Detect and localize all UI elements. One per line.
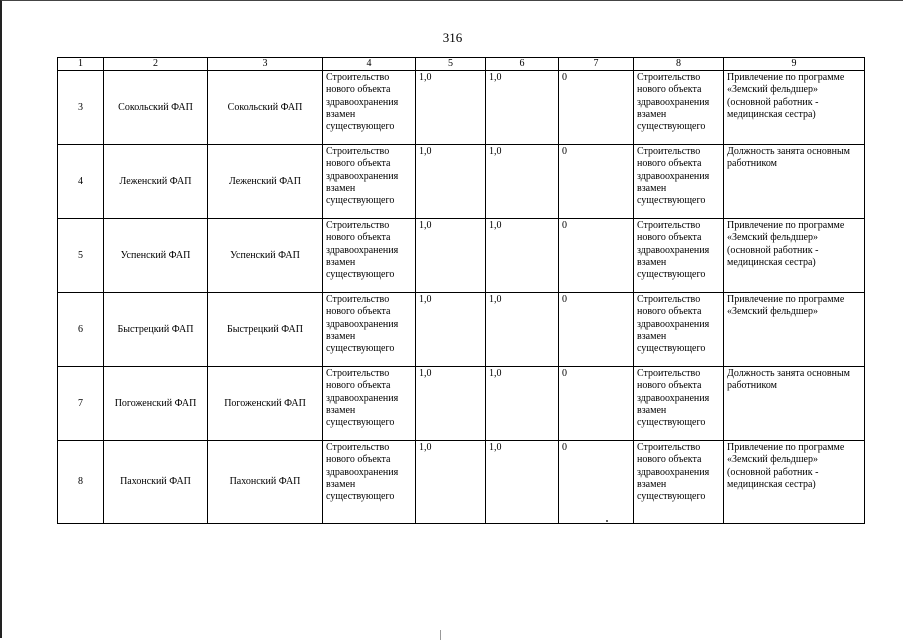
facilities-table — [57, 57, 865, 524]
value-cell: 1,0 — [486, 293, 559, 367]
page-number: 316 — [442, 30, 463, 45]
value-cell: 1,0 — [486, 71, 559, 145]
facility-name-cell: Быстрецкий ФАП — [208, 293, 323, 367]
activity-type-cell: Строительство нового объекта здравоохранения взамен существующего — [634, 293, 724, 367]
staffing-cell: Привлечение по программе «Земский фельдшер» (основной работник - медицинская сестра) — [724, 219, 865, 293]
row-number-cell: 7 — [58, 367, 104, 441]
scan-speck — [606, 520, 608, 522]
activity-type-cell: Строительство нового объекта здравоохранения взамен существующего — [634, 367, 724, 441]
column-header: 5 — [416, 58, 486, 71]
activity-cell: Строительство нового объекта здравоохранения взамен существующего — [323, 441, 416, 524]
row-number-cell: 4 — [58, 145, 104, 219]
fold-mark — [440, 630, 441, 640]
staffing-cell: Привлечение по программе «Земский фельдшер» — [724, 293, 865, 367]
value-cell: 1,0 — [486, 219, 559, 293]
staffing-cell: Привлечение по программе «Земский фельдшер» (основной работник - медицинская сестра) — [724, 71, 865, 145]
table-row — [58, 367, 865, 441]
row-number-cell: 8 — [58, 441, 104, 524]
facility-name-cell: Успенский ФАП — [208, 219, 323, 293]
activity-cell: Строительство нового объекта здравоохранения взамен существующего — [323, 145, 416, 219]
activity-cell: Строительство нового объекта здравоохранения взамен существующего — [323, 219, 416, 293]
activity-type-cell: Строительство нового объекта здравоохранения взамен существующего — [634, 441, 724, 524]
row-number-cell: 6 — [58, 293, 104, 367]
staffing-cell: Должность занята основным работником — [724, 145, 865, 219]
value-cell: 0 — [559, 441, 634, 524]
activity-cell: Строительство нового объекта здравоохранения взамен существующего — [323, 293, 416, 367]
value-cell: 1,0 — [486, 441, 559, 524]
column-header: 3 — [208, 58, 323, 71]
value-cell: 0 — [559, 293, 634, 367]
value-cell: 0 — [559, 367, 634, 441]
facility-name-cell: Быстрецкий ФАП — [104, 293, 208, 367]
value-cell: 0 — [559, 145, 634, 219]
staffing-cell: Должность занята основным работником — [724, 367, 865, 441]
activity-type-cell: Строительство нового объекта здравоохранения взамен существующего — [634, 145, 724, 219]
activity-cell: Строительство нового объекта здравоохранения взамен существующего — [323, 367, 416, 441]
value-cell: 1,0 — [416, 441, 486, 524]
facility-name-cell: Сокольский ФАП — [208, 71, 323, 145]
facility-name-cell: Пахонский ФАП — [104, 441, 208, 524]
table-row — [58, 71, 865, 145]
table-header-row — [58, 58, 865, 71]
activity-type-cell: Строительство нового объекта здравоохранения взамен существующего — [634, 71, 724, 145]
facility-name-cell: Успенский ФАП — [104, 219, 208, 293]
value-cell: 1,0 — [416, 293, 486, 367]
staffing-cell: Привлечение по программе «Земский фельдшер» (основной работник - медицинская сестра) — [724, 441, 865, 524]
table-row — [58, 293, 865, 367]
value-cell: 0 — [559, 71, 634, 145]
value-cell: 1,0 — [486, 145, 559, 219]
activity-cell: Строительство нового объекта здравоохранения взамен существующего — [323, 71, 416, 145]
activity-type-cell: Строительство нового объекта здравоохранения взамен существующего — [634, 219, 724, 293]
column-header: 7 — [559, 58, 634, 71]
facility-name-cell: Леженский ФАП — [104, 145, 208, 219]
row-number-cell: 3 — [58, 71, 104, 145]
facility-name-cell: Погоженский ФАП — [104, 367, 208, 441]
table-row — [58, 145, 865, 219]
value-cell: 1,0 — [416, 219, 486, 293]
facility-name-cell: Погоженский ФАП — [208, 367, 323, 441]
value-cell: 1,0 — [486, 367, 559, 441]
facility-name-cell: Сокольский ФАП — [104, 71, 208, 145]
column-header: 8 — [634, 58, 724, 71]
value-cell: 0 — [559, 219, 634, 293]
column-header: 2 — [104, 58, 208, 71]
value-cell: 1,0 — [416, 71, 486, 145]
facility-name-cell: Леженский ФАП — [208, 145, 323, 219]
column-header: 4 — [323, 58, 416, 71]
value-cell: 1,0 — [416, 367, 486, 441]
column-header: 6 — [486, 58, 559, 71]
column-header: 9 — [724, 58, 865, 71]
table-row — [58, 441, 865, 524]
value-cell: 1,0 — [416, 145, 486, 219]
facility-name-cell: Пахонский ФАП — [208, 441, 323, 524]
column-header: 1 — [58, 58, 104, 71]
table-row — [58, 219, 865, 293]
row-number-cell: 5 — [58, 219, 104, 293]
